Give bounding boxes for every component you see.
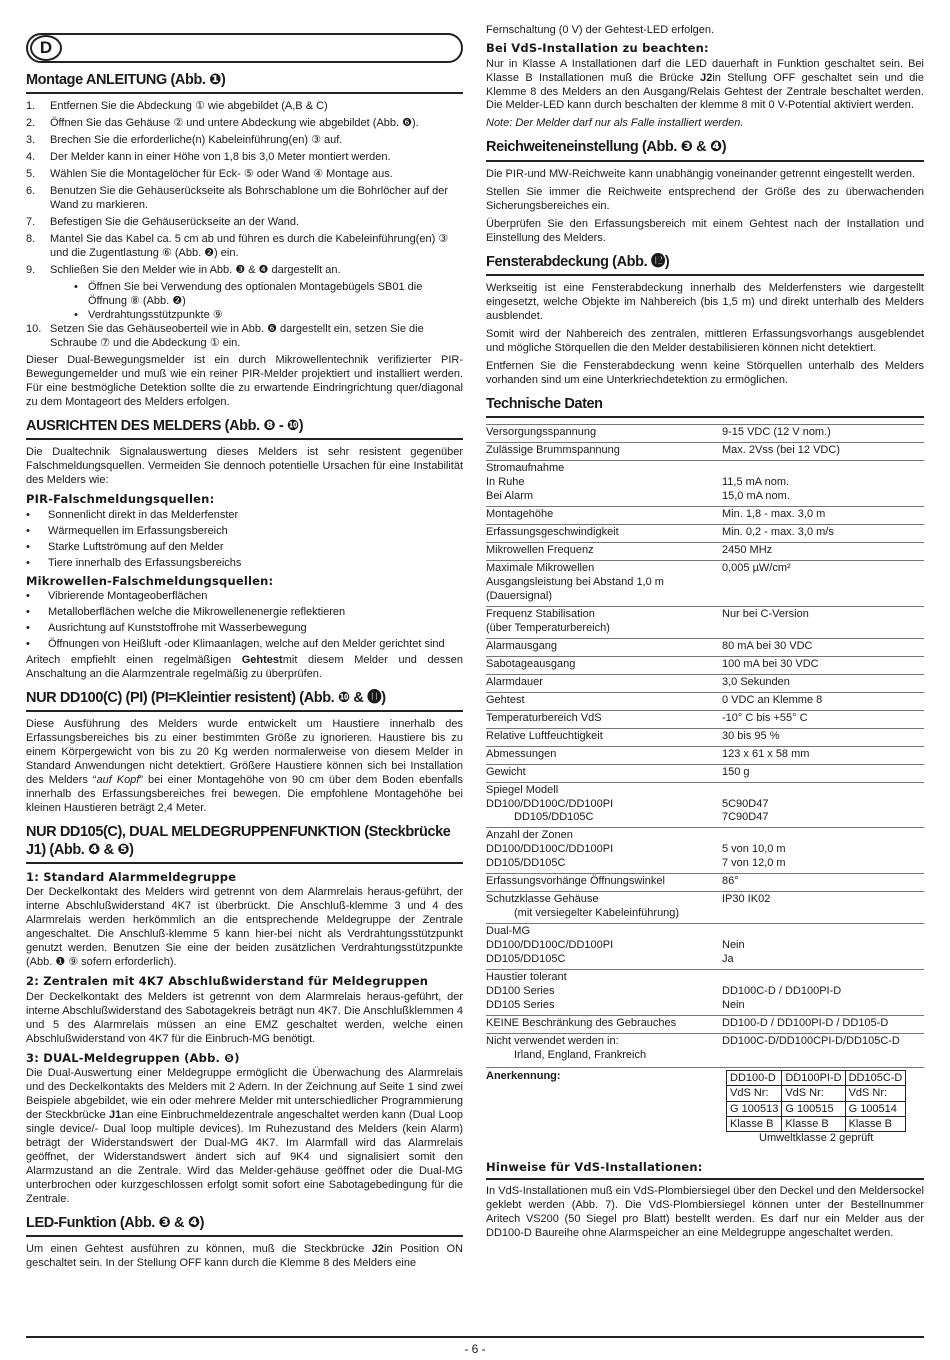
bullet-icon: • [74,281,78,294]
cert-cell: VdS Nr: [782,1086,845,1101]
list-item [26,151,463,165]
list-item [26,185,463,213]
table-key-cell [486,1034,722,1065]
bullet-icon: • [74,308,78,321]
table-value-line: Min. 1,8 - max. 3,0 m [722,508,826,521]
table-row [486,656,924,674]
cert-cell: Klasse B [845,1116,906,1131]
table-row [486,560,924,606]
s1-paragraph: Der Deckelkontakt des Melders wird getrennt von dem Alarmrelais heraus-geführt, der interne Abschlußwiderstand 4K7 ist überbrückt. Die Anschluß-klemme 3 und 4 des Alarmrelais werden herkömmlich an die entsprechende Meldegruppe der Zentrale angeschaltet. Die Anschluß-klemme 5 kann hier-bei nicht als Verdrahtungsstützpunkt genutzt werden. Benutzen Sie eine der beiden zusätzlichen Verdrahtungsstützpunkte (Abb. ❶ ⑨ sofern erforderlich). [26,886,463,969]
table-key-cell [486,656,722,674]
table-key-line: In Ruhe [486,476,525,489]
table-value-line: 15,0 mA nom. [722,490,790,503]
table-key-line: Relative Luftfeuchtigkeit [486,729,603,742]
table-value-line [722,462,924,476]
table-key-line: Montagehöhe [486,508,554,521]
list-item-text: Öffnungen von Heißluft -oder Klimaanlagen, welche auf den Melder gerichtet sind [48,638,445,651]
sub-item-text: Öffnen Sie bei Verwendung des optionalen Montagebügels SB01 die Öffnung ⑧ (Abb. ❷) [88,281,423,308]
table-value-line: 150 g [722,765,750,778]
step-text: Entfernen Sie die Abdeckung ① wie abgebildet (A,B & C) [50,100,328,113]
table-row [486,606,924,638]
table-value-line: Nein [722,999,745,1012]
table-value-line: Ja [722,953,734,966]
table-value-cell [722,692,924,710]
list-item-text: Metalloberflächen welche die Mikrowellenenergie reflektieren [48,606,346,619]
step-number: 1. [26,100,36,113]
gehtest-paragraph: Aritech empfiehlt einen regelmäßigen Gehtestmit diesem Melder und dessen Anschaltung an die Alarmzentrale regelmäßig zu überprüfen. [26,654,463,680]
list-item-text: Sonnenlicht direkt in das Melderfenster [48,508,239,521]
table-row [486,674,924,692]
table-value-line: 30 bis 95 % [722,729,780,742]
table-key-line: Haustier tolerant [486,971,567,984]
cert-cell: G 100515 [782,1101,845,1116]
table-key-line: DD100/DD100C/DD100PI [486,843,614,856]
table-value-line: 5 von 10,0 m [722,843,786,856]
list-item [26,622,463,636]
table-value-line: DD100C-D / DD100PI-D [722,985,842,998]
tech-data-table [486,424,924,1065]
list-item [26,264,463,278]
table-key-line: Schutzklasse Gehäuse [486,893,599,906]
table-value-line: 123 x 61 x 58 mm [722,747,810,760]
bullet-icon: • [26,606,30,619]
page-number: - 6 - [464,1342,486,1356]
table-key-line: Nicht verwendet werden in: [486,1035,619,1048]
table-key-cell [486,638,722,656]
table-value-line: 2450 MHz [722,543,773,556]
montage-sub-items [26,281,463,323]
table-key-line: (über Temperaturbereich) [486,621,610,634]
step-text: Wählen Sie die Montagelöcher für Eck- ⑤ oder Wand ④ Montage aus. [50,168,393,181]
list-item [26,541,463,555]
table-row [486,970,924,1016]
bullet-icon: • [26,638,30,651]
s2-subheading: 2: Zentralen mit 4K7 Abschlußwiderstand für Meldegruppen [26,974,429,989]
table-value-line: 80 mA bei 30 VDC [722,639,813,652]
list-item [26,557,463,571]
step-number: 2. [26,117,36,130]
table-value-line: IP30 IK02 [722,893,771,906]
table-key-cell [486,560,722,606]
table-row [486,425,924,443]
table-key-line: Alarmdauer [486,675,543,688]
anerkennung-row [486,1067,924,1146]
table-value-line: DD100C-D/DD100CPI-D/DD105C-D [722,1035,900,1048]
step-text: Der Melder kann in einer Höhe von 1,8 bis 3,0 Meter montiert werden. [50,151,391,164]
table-key-line: Stromaufnahme [486,462,565,475]
table-value-cell [722,674,924,692]
mw-subheading: Mikrowellen-Falschmeldungsquellen: [26,573,274,588]
table-row [486,728,924,746]
table-key-line: Mikrowellen Frequenz [486,543,594,556]
anerkennung-label: Anerkennung: [486,1069,561,1082]
list-item [26,100,463,114]
bullet-icon: • [26,508,30,521]
page-footer [26,1336,924,1357]
table-value-cell [722,746,924,764]
table-value-cell [722,443,924,461]
step-text: Öffnen Sie das Gehäuse ② und untere Abdeckung wie abgebildet (Abb. ❻). [50,117,419,130]
table-key-cell [486,542,722,560]
table-key-cell [486,461,722,507]
led-continuation: Fernschaltung (0 V) der Gehtest-LED erfolgen. [486,24,715,36]
bullet-icon: • [26,524,30,537]
table-key-cell [486,525,722,543]
table-key-cell [486,425,722,443]
step-number: 6. [26,185,36,198]
reichweite-p3: Überprüfen Sie den Erfassungsbereich mit einem Gehtest nach der Installation und Einstellung des Melders. [486,217,924,244]
vds-subheading: Bei VdS-Installation zu beachten: [486,40,709,55]
table-row [486,874,924,892]
s3-subheading: 3: DUAL-Meldegruppen (Abb. ❺) [26,1050,240,1065]
table-value-cell [722,1016,924,1034]
s1-subheading: 1: Standard Alarmmeldegruppe [26,869,237,884]
table-value-line [722,971,924,985]
list-item [74,309,463,323]
list-item [26,233,463,261]
list-item [74,281,463,309]
list-item-text: Tiere innerhalb des Erfassungsbereichs [48,556,242,569]
table-value-cell [722,828,924,874]
table-row [727,1116,906,1131]
table-key-line: (Dauersignal) [486,589,553,602]
table-key-cell [486,692,722,710]
list-item-text: Starke Luftströmung auf den Melder [48,540,224,553]
ausrichten-heading: AUSRICHTEN DES MELDERS (Abb. ❽ - ❿) [26,418,463,440]
step-text: Mantel Sie das Kabel ca. 5 cm ab und führen es durch die Kabeleinführung(en) ③ und die Zugentlastung ⑥ (Abb. ❷) ein. [50,233,449,260]
table-row [486,1016,924,1034]
step-number: 3. [26,134,36,147]
table-value-cell [722,710,924,728]
fenster-p1: Werkseitig ist eine Fensterabdeckung innerhalb des Melderfensters wie dargestellt eingesetzt, welche Objekte im Nahbereich (bis 1,5 m) und direkt unterhalb des Melders ausblendet. [486,282,924,322]
table-key-cell [486,710,722,728]
step-text: Befestigen Sie die Gehäuserückseite an der Wand. [50,216,300,229]
table-value-cell [722,1034,924,1065]
table-key-cell [486,764,722,782]
table-row [486,924,924,970]
montage-paragraph: Dieser Dual-Bewegungsmelder ist ein durch Mikrowellentechnik verifizierter PIR-Bewegungemelder und muß wie ein reiner PIR-Melder projektiert und installiert werden. Für eine bestmögliche Detektion sollte die zu erwartende Eindringrichtung quer/diagonal zu dem Montageort des Melders erfolgen. [26,353,463,408]
step-number: 5. [26,168,36,181]
table-key-line: DD100 Series [486,985,555,998]
table-key-line: DD100/DD100C/DD100PI [486,939,614,952]
list-item [26,168,463,182]
fenster-p2: Somit wird der Nahbereich des zentralen, mittleren Erfassungsvorhangs ausgeblendet und mögliche Störquellen die den Melder destabilisieren können nicht detektiert. [486,327,924,354]
table-key-line: KEINE Beschränkung des Gebrauches [486,1017,677,1030]
language-badge: D [30,35,62,61]
reichweite-heading: Reichweiteneinstellung (Abb. ❸ & ❹) [486,139,924,161]
table-row [486,710,924,728]
table-row [727,1101,906,1116]
table-value-line: 0,005 µW/cm² [722,561,791,574]
cert-cell: DD100PI-D [782,1070,845,1085]
fenster-p3: Entfernen Sie die Fensterabdeckung wenn keine Störquellen unterhalb des Melders vorhanden sind um eine Unterkriechdetektion zu ermöglichen. [486,359,924,386]
table-value-cell [722,638,924,656]
bullet-icon: • [26,540,30,553]
table-row [486,746,924,764]
table-row [486,525,924,543]
fenster-heading: Fensterabdeckung (Abb. ⓬) [486,254,924,276]
table-value-cell [722,560,924,606]
mw-list [26,590,463,652]
list-item [26,590,463,604]
table-key-cell [486,606,722,638]
step-text: Benutzen Sie die Gehäuserückseite als Bohrschablone um die Bohrlöcher auf der Wand zu markieren. [50,185,449,212]
ausrichten-paragraph: Die Dualtechnik Signalauswertung dieses Melders ist sehr resistent gegenüber Falschmeldungsquellen. Vermeiden Sie dennoch potentielle Ursachen für eine Instabilität des Melders wie: [26,446,463,487]
table-value-line: Max. 2Vss (bei 12 VDC) [722,444,840,457]
montage-heading: Montage ANLEITUNG (Abb. ❶) [26,72,463,94]
list-item-text: Wärmequellen im Erfassungsbereich [48,524,228,537]
table-key-line: Spiegel Modell [486,783,559,796]
list-item [26,134,463,148]
left-column [26,0,463,1275]
table-row [486,638,924,656]
s3-paragraph: Die Dual-Auswertung einer Meldegruppe ermöglicht die Überwachung des Alarmrelais und des Deckelkontakts des Melders mit 2 Adern. In der Zeichnung auf Seite 1 sind zwei Beispiele abgebildet, wie ein oder mehrere Melder mit unterschiedlicher Programmierung der Steckbrücke J1an eine Einbruchmeldezentrale angeschaltet werden kann (Dual Loop single device/- Dual loop multiple devices). Im Ruhezustand des Melders (kein Alarm) beträgt der Widerstandswert der Dual-MG 4K7. Im Alarmfall wird das Alarmrelais geöffnet, der Widerstandswert ändert sich auf 9K4 und signalisiert somit den Alarmzustand an die Zentrale. Wird das Melder-gehäuse geöffnet oder die Dual-MG unterbrochen oder kurzgeschlossen erfolgt somit sofort eine Sabotagebedingung für die Zentrale. [26,1067,463,1206]
table-row [486,461,924,507]
table-value-line: 100 mA bei 30 VDC [722,657,819,670]
table-value-cell [722,924,924,970]
pir-list [26,509,463,571]
table-key-line: Erfassungsvorhänge Öffnungswinkel [486,875,665,888]
list-item-text: Vibrierende Montageoberflächen [48,590,208,603]
table-value-cell [722,764,924,782]
led-heading: LED-Funktion (Abb. ❸ & ❹) [26,1215,463,1237]
step-number: 7. [26,216,36,229]
table-key-cell [486,443,722,461]
table-value-cell [722,525,924,543]
list-item [26,117,463,131]
table-value-line: Nein [722,939,745,952]
table-value-cell [722,970,924,1016]
bullet-icon: • [26,622,30,635]
reichweite-p1: Die PIR-und MW-Reichweite kann unabhängig voneinander getrennt eingestellt werden. [486,167,916,180]
table-value-cell [722,656,924,674]
table-row [486,782,924,828]
step-text: Brechen Sie die erforderliche(n) Kabeleinführung(en) ③ auf. [50,134,343,147]
table-row [486,1034,924,1065]
table-row [486,764,924,782]
table-value-line: 9-15 VDC (12 V nom.) [722,426,831,439]
table-key-line: Maximale Mikrowellen [486,561,595,574]
cert-cell: Klasse B [727,1116,782,1131]
table-row [486,542,924,560]
certification-table [726,1070,906,1132]
step-number: 8. [26,233,36,246]
certification-note: Umweltklasse 2 geprüft [759,1132,874,1145]
table-key-line: DD105/DD105C [486,857,566,870]
certification-block [726,1070,906,1146]
table-value-line: 5C90D47 [722,797,769,810]
led-paragraph: Um einen Gehtest ausführen zu können, muß die Steckbrücke J2in Position ON geschaltet sein. In der Stellung OFF kann durch die Klemme 8 des Melders eine [26,1243,463,1270]
table-value-line: 0 VDC an Klemme 8 [722,693,823,706]
table-key-line: Temperaturbereich VdS [486,711,602,724]
table-key-cell [486,674,722,692]
table-value-line: 3,0 Sekunden [722,675,790,688]
table-key-line: Anzahl der Zonen [486,829,573,842]
list-item [26,638,463,652]
table-key-cell [486,746,722,764]
table-value-cell [722,892,924,924]
table-key-cell [486,970,722,1016]
list-item [26,606,463,620]
table-value-line [722,784,924,798]
table-value-cell [722,728,924,746]
table-key-line: Ausgangsleistung bei Abstand 1,0 m [486,575,664,588]
dd100-paragraph: Diese Ausführung des Melders wurde entwickelt um Haustiere innerhalb des Erfassungsbereiches bis zu einer bestimmten Größe zu ignorieren. Haustiere bis zu einem Körpergewicht von bis zu 20 Kg werden normalerweise von diesem Melder in Standard Anwendungen nicht detektiert. Größere Haustiere können sich bei Installation des Melders “auf Kopf” bei einer Montagehöhe von 90 cm über dem Boden ebenfalls innerhalb des Erfassungsbereiches frei bewegen. Die empfohlene Montagehöhe bei kleinen Haustieren beträgt 2,4 Meter. [26,718,464,815]
step-number: 4. [26,151,36,164]
table-key-cell [486,507,722,525]
list-item [26,509,463,523]
cert-cell: DD100-D [727,1070,782,1085]
table-key-line: Erfassungsgeschwindigkeit [486,526,619,539]
table-value-line: 11,5 mA nom. [722,476,790,489]
table-key-cell [486,874,722,892]
montage-steps [26,100,463,278]
table-key-cell [486,892,722,924]
table-row [486,507,924,525]
table-key-line: Alarmausgang [486,639,557,652]
table-key-line: Abmessungen [486,747,557,760]
table-row [727,1086,906,1101]
table-key-cell [486,782,722,828]
step-text: Schließen Sie den Melder wie in Abb. ❸ & ❹ dargestellt an. [50,264,341,277]
s2-paragraph: Der Deckelkontakt des Melders ist getrennt von dem Alarmrelais heraus-geführt, der interne Abschlußwiderstand des Sabotagekreis beträgt nun 4K7. Die Anschlußklemmen 4 und 5 des Alarmrelais müssen an eine EMZ geschaltet werden, welche einen Abschlußwiderstand von 4K7 für die Einbruch-MG benötigt. [26,990,463,1045]
hinweise-paragraph: In VdS-Installationen muß ein VdS-Plombiersiegel über den Deckel und den Meldersockel geklebt werden (Abb. 7). Die VdS-Plombiersiegel können unter der Bestellnummer Aritech VS200 (50 Siegel pro Blatt) bestellt werden. Es darf nur ein Melder aus der DD100-D Baureihe ohne Alarmspeicher an eine Meldegruppe angeschaltet werden. [486,1184,924,1239]
table-value-line: 7C90D47 [722,811,769,824]
cert-cell: G 100513 [727,1101,782,1116]
table-key-line: Zulässige Brummspannung [486,444,620,457]
tech-heading: Technische Daten [486,396,924,418]
table-key-cell [486,728,722,746]
table-key-line: DD105/DD105C [514,811,594,824]
list-item-text: Ausrichtung auf Kunststoffrohe mit Wasserbewegung [48,622,307,635]
table-row [486,828,924,874]
table-key-cell [486,1016,722,1034]
reichweite-p2: Stellen Sie immer die Reichweite entsprechend der Größe des zu überwachenden Sicherungsbereiches ein. [486,185,924,212]
table-value-line: 86° [722,875,739,888]
cert-cell: G 100514 [845,1101,906,1116]
table-value-line: 7 von 12,0 m [722,857,786,870]
table-key-line: Versorgungsspannung [486,426,597,439]
table-value-line: -10° C bis +55° C [722,711,808,724]
cert-cell: DD105C-D [845,1070,906,1085]
table-row [486,692,924,710]
table-value-line: Min. 0,2 - max. 3,0 m/s [722,526,834,539]
table-value-line: Nur bei C-Version [722,607,809,620]
sub-item-text: Verdrahtungsstützpunkte ⑨ [88,308,223,321]
table-key-line: Gewicht [486,765,526,778]
list-item [26,525,463,539]
table-row [486,892,924,924]
table-row [486,443,924,461]
table-row [727,1070,906,1085]
step-number: 9. [26,264,36,277]
table-value-cell [722,507,924,525]
list-item: 10. Setzen Sie das Gehäuseoberteil wie in Abb. ❻ dargestellt ein, setzen Sie die Schraube ⑦ und die Abdeckung ① ein. [26,322,424,349]
cert-cell: VdS Nr: [727,1086,782,1101]
table-key-line: DD105/DD105C [486,953,566,966]
table-key-line: (mit versiegelter Kabeleinführung) [514,907,680,920]
table-value-line: DD100-D / DD100PI-D / DD105-D [722,1017,889,1030]
vds-note: Note: Der Melder darf nur als Falle installiert werden. [486,117,744,130]
table-value-cell [722,542,924,560]
cert-cell: VdS Nr: [845,1086,906,1101]
hinweise-subheading: Hinweise für VdS-Installationen: [486,1160,924,1180]
table-key-line: Dual-MG [486,925,531,938]
table-key-cell [486,828,722,874]
montage-step-10 [26,323,463,351]
bullet-icon: • [26,556,30,569]
table-key-line: DD105 Series [486,999,555,1012]
table-value-cell [722,874,924,892]
vds-paragraph: Nur in Klasse A Installationen darf die LED dauerhaft in Funktion geschaltet sein. Bei Klasse B Installationen muß die Brücke J2in Stellung OFF geschaltet sein und die Klemme 8 des Melders an den Ausgang/Relais Gehtest der Zentrale beschaltet werden. Die Melder-LED kann durch beschalten der klemme 8 mit 0 V-Potential aktiviert werden. [486,57,924,112]
bullet-icon: • [26,590,30,603]
table-value-line [722,925,924,939]
cert-cell: Klasse B [782,1116,845,1131]
pir-subheading: PIR-Falschmeldungsquellen: [26,492,215,507]
table-key-line: DD100/DD100C/DD100PI [486,797,614,810]
dd100-heading: NUR DD100(C) (PI) (PI=Kleintier resistent) (Abb. ❿ & ⓫) [26,690,463,712]
table-key-line: Irland, England, Frankreich [514,1049,647,1062]
table-key-line: Frequenz Stabilisation [486,607,595,620]
table-value-line [722,829,924,843]
dd105-heading: NUR DD105(C), DUAL MELDEGRUPPENFUNKTION (Steckbrücke J1) (Abb. ❹ & ❺) [26,824,463,864]
table-key-cell [486,924,722,970]
table-key-line: Bei Alarm [486,490,534,503]
table-key-line: Sabotageausgang [486,657,576,670]
right-column [486,24,924,1245]
table-value-cell [722,461,924,507]
table-value-cell [722,782,924,828]
table-value-cell [722,425,924,443]
language-header [26,33,463,63]
list-item [26,216,463,230]
table-value-cell [722,606,924,638]
table-key-line: Gehtest [486,693,525,706]
